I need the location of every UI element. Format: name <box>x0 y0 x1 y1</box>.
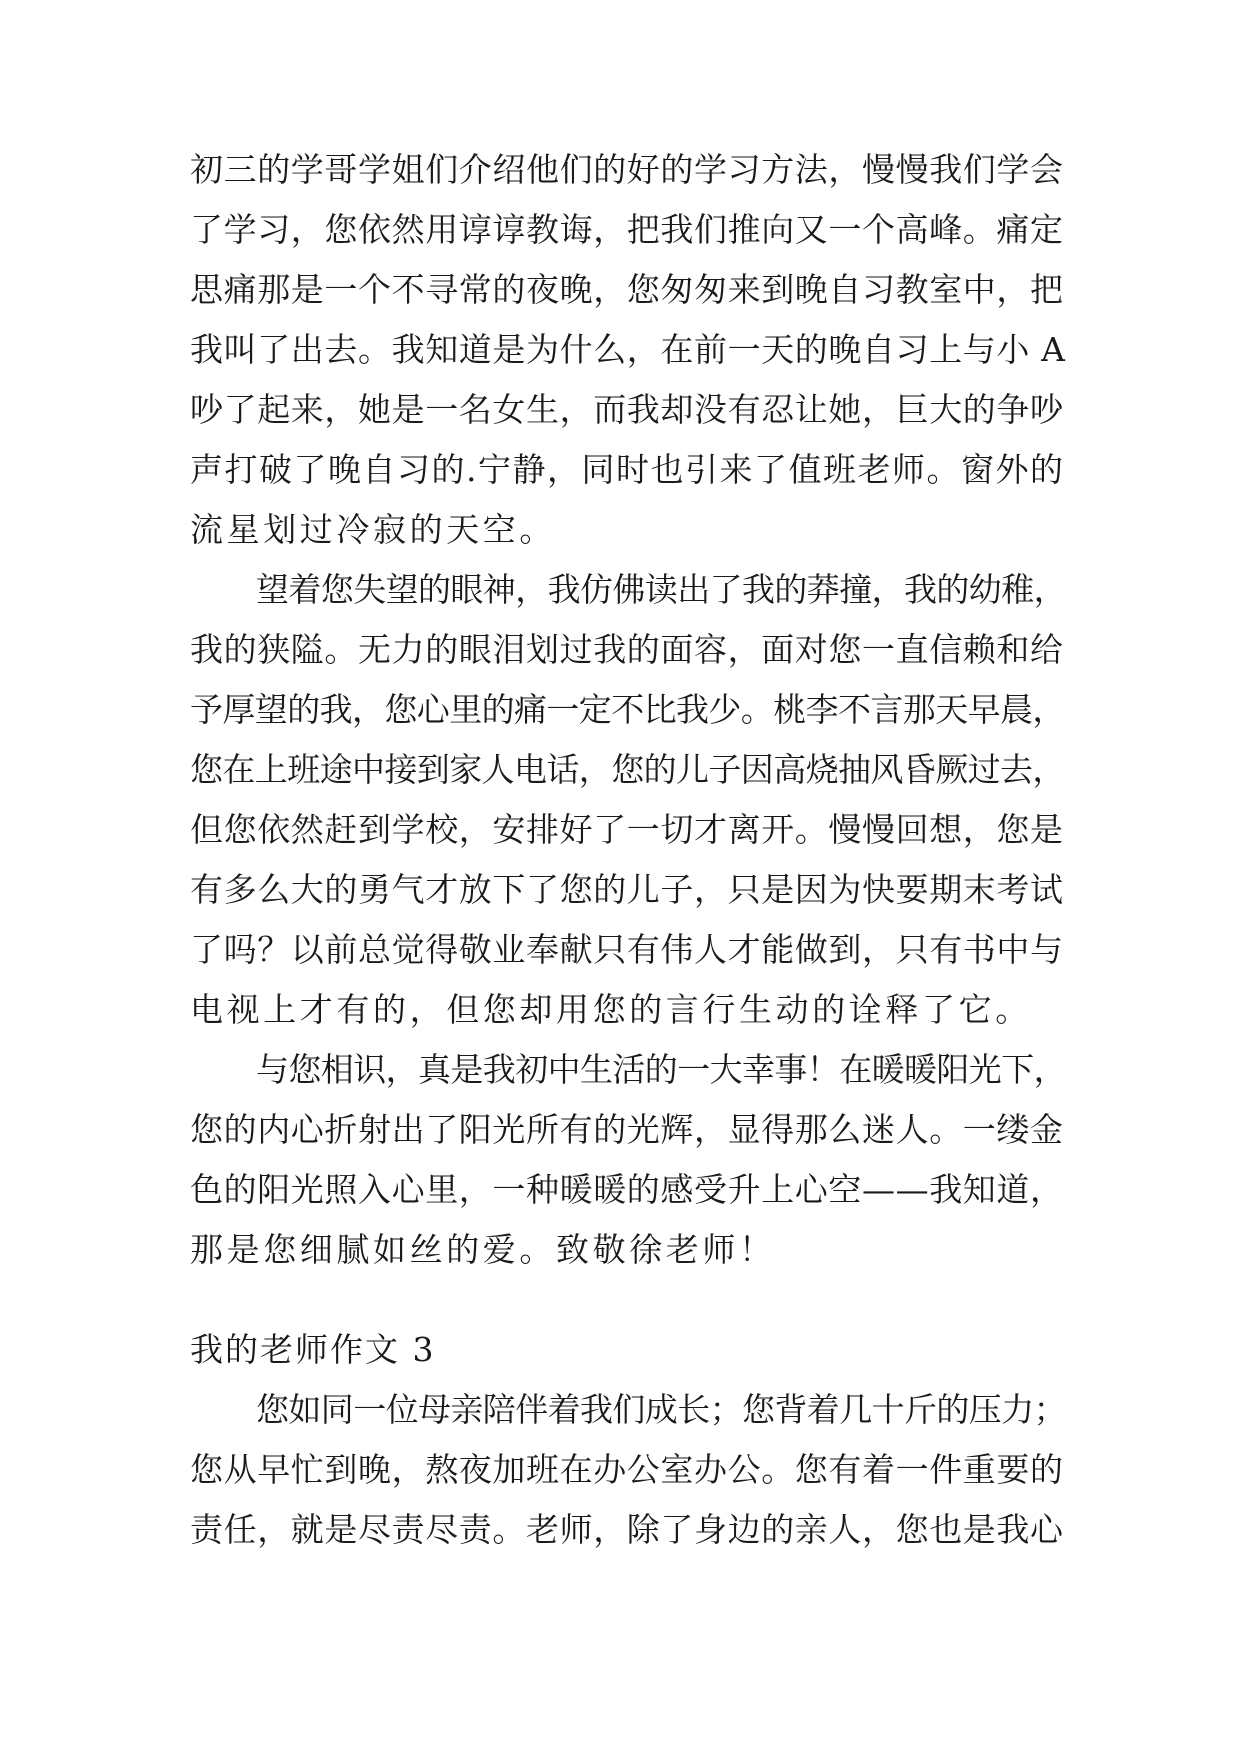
text-line: 色的阳光照入心里，一种暖暖的感受升上心空——我知道， <box>190 1170 1064 1209</box>
text-line: 了学习，您依然用谆谆教诲，把我们推向又一个高峰。痛定 <box>190 210 1064 249</box>
text-line: 责任，就是尽责尽责。老师，除了身边的亲人，您也是我心 <box>190 1510 1064 1549</box>
text-line: 予厚望的我，您心里的痛一定不比我少。桃李不言那天早晨， <box>190 690 1065 729</box>
text-line: 流星划过冷寂的天空。 <box>190 510 556 549</box>
paragraph-first-line: 您如同一位母亲陪伴着我们成长；您背着几十斤的压力； <box>256 1390 1067 1429</box>
text-line: 有多么大的勇气才放下了您的儿子，只是因为快要期末考试 <box>190 870 1064 909</box>
paragraph-first-line: 望着您失望的眼神，我仿佛读出了我的莽撞，我的幼稚， <box>256 570 1067 609</box>
text-line: 您在上班途中接到家人电话，您的儿子因高烧抽风昏厥过去， <box>190 750 1065 789</box>
text-line: 您从早忙到晚，熬夜加班在办公室办公。您有着一件重要的 <box>190 1450 1064 1489</box>
text-line: 但您依然赶到学校，安排好了一切才离开。慢慢回想，您是 <box>190 810 1064 849</box>
text-line: 了吗？以前总觉得敬业奉献只有伟人才能做到，只有书中与 <box>190 930 1064 969</box>
text-line: 初三的学哥学姐们介绍他们的好的学习方法，慢慢我们学会 <box>190 150 1064 189</box>
text-line: 电视上才有的，但您却用您的言行生动的诠释了它。 <box>190 990 1032 1029</box>
text-line: 那是您细腻如丝的爱。致敬徐老师！ <box>190 1230 776 1269</box>
text-line: 您的内心折射出了阳光所有的光辉，显得那么迷人。一缕金 <box>190 1110 1064 1149</box>
text-line: 吵了起来，她是一名女生，而我却没有忍让她，巨大的争吵 <box>190 390 1064 429</box>
text-line: 思痛那是一个不寻常的夜晚，您匆匆来到晚自习教室中，把 <box>190 270 1064 309</box>
text-line: 声打破了晚自习的.宁静，同时也引来了值班老师。窗外的 <box>190 450 1065 489</box>
text-line: 我叫了出去。我知道是为什么，在前一天的晚自习上与小 A <box>190 330 1066 369</box>
paragraph-first-line: 与您相识，真是我初中生活的一大幸事！在暖暖阳光下， <box>256 1050 1067 1089</box>
text-line: 我的狭隘。无力的眼泪划过我的面容，面对您一直信赖和给 <box>190 630 1064 669</box>
section-heading: 我的老师作文 3 <box>190 1330 436 1369</box>
